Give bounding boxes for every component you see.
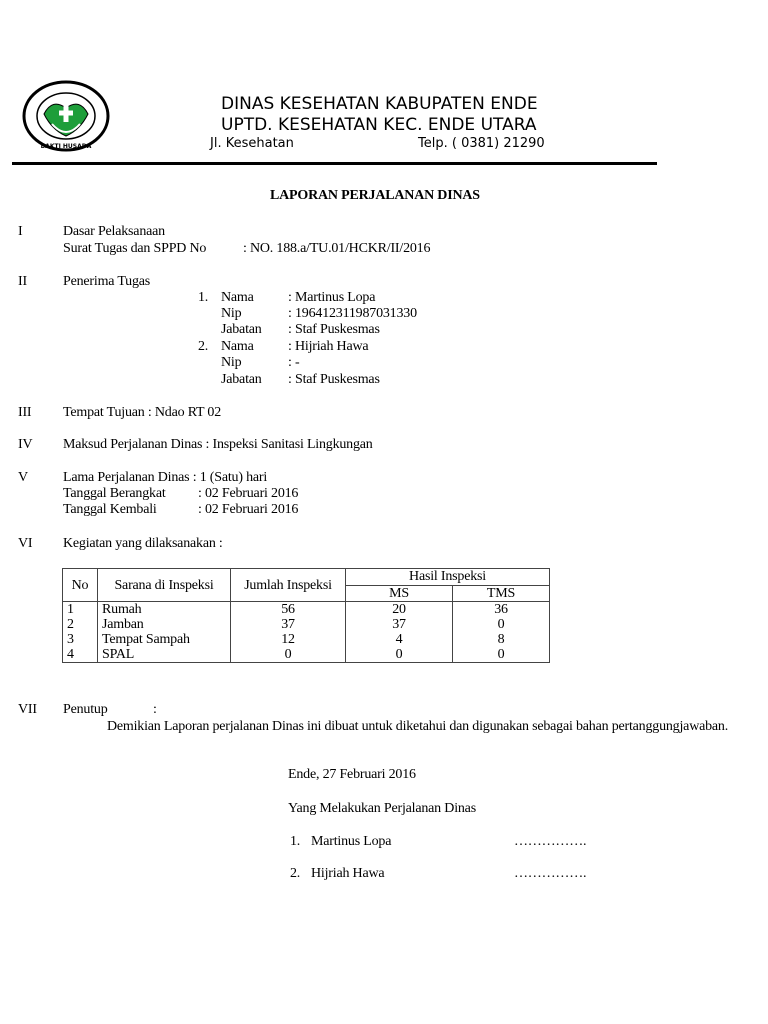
signer-2-name: Hijriah Hawa xyxy=(311,866,385,881)
activities-heading: Kegiatan yang dilaksanakan : xyxy=(63,536,223,551)
row-facility: SPAL xyxy=(98,647,231,663)
header-facility: Sarana di Inspeksi xyxy=(98,569,231,602)
closing-statement: Demikian Laporan perjalanan Dinas ini dibuat untuk diketahui dan digunakan sebagai bahan pertanggungjawaban. xyxy=(107,719,729,734)
row-tms: 8 xyxy=(453,632,550,647)
header-tms: TMS xyxy=(453,585,550,602)
row-count: 56 xyxy=(231,602,346,618)
header-result: Hasil Inspeksi xyxy=(346,569,550,586)
header-count: Jumlah Inspeksi xyxy=(231,569,346,602)
person-1-nip-label: Nip xyxy=(221,306,242,321)
person-1-position-label: Jabatan xyxy=(221,322,262,337)
agency-name: DINAS KESEHATAN KABUPATEN ENDE xyxy=(221,94,538,114)
person-1-name-label: Nama xyxy=(221,290,254,305)
section-number-7: VII xyxy=(18,702,37,717)
person-1-index: 1. xyxy=(198,290,209,305)
row-no: 1 xyxy=(63,602,98,618)
signer-1-name: Martinus Lopa xyxy=(311,834,392,849)
person-2-name: : Hijriah Hawa xyxy=(288,339,369,354)
row-facility: Tempat Sampah xyxy=(98,632,231,647)
row-ms: 4 xyxy=(346,632,453,647)
header-ms: MS xyxy=(346,585,453,602)
destination: Tempat Tujuan : Ndao RT 02 xyxy=(63,405,222,420)
return-date: : 02 Februari 2016 xyxy=(198,502,299,517)
row-count: 37 xyxy=(231,617,346,632)
signature-heading: Yang Melakukan Perjalanan Dinas xyxy=(288,801,476,816)
table-row xyxy=(63,617,550,632)
inspection-table xyxy=(62,568,550,663)
section-number-4: IV xyxy=(18,437,33,452)
trip-purpose: Maksud Perjalanan Dinas : Inspeksi Sanitasi Lingkungan xyxy=(63,437,373,452)
trip-duration: Lama Perjalanan Dinas : 1 (Satu) hari xyxy=(63,470,268,485)
row-no: 3 xyxy=(63,632,98,647)
header-divider xyxy=(12,162,657,165)
person-2-position-label: Jabatan xyxy=(221,372,262,387)
row-ms: 37 xyxy=(346,617,453,632)
section-number-1: I xyxy=(18,224,23,239)
sppd-label: Surat Tugas dan SPPD No xyxy=(63,241,207,256)
sppd-number: : NO. 188.a/TU.01/HCKR/II/2016 xyxy=(243,241,431,256)
row-ms: 20 xyxy=(346,602,453,618)
section-number-2: II xyxy=(18,274,27,289)
row-tms: 36 xyxy=(453,602,550,618)
table-row xyxy=(63,632,550,647)
row-count: 12 xyxy=(231,632,346,647)
row-ms: 0 xyxy=(346,647,453,663)
table-row xyxy=(63,647,550,663)
closing-colon: : xyxy=(153,702,157,717)
row-no: 4 xyxy=(63,647,98,663)
signer-2-signature-line: ……………. xyxy=(514,866,587,881)
closing-label: Penutup xyxy=(63,702,108,717)
return-label: Tanggal Kembali xyxy=(63,502,157,517)
section-number-3: III xyxy=(18,405,32,420)
unit-name: UPTD. KESEHATAN KEC. ENDE UTARA xyxy=(221,115,537,135)
address: Jl. Kesehatan xyxy=(210,136,294,151)
logo-text: BAKTI HUSADA xyxy=(40,143,92,150)
person-2-nip: : - xyxy=(288,355,300,370)
bakti-husada-logo xyxy=(22,80,110,152)
table-row xyxy=(63,602,550,618)
section-heading-2: Penerima Tugas xyxy=(63,274,151,289)
person-1-name: : Martinus Lopa xyxy=(288,290,376,305)
header-no: No xyxy=(63,569,98,602)
row-facility: Jamban xyxy=(98,617,231,632)
phone: Telp. ( 0381) 21290 xyxy=(418,136,545,151)
person-2-position: : Staf Puskesmas xyxy=(288,372,380,387)
person-1-nip: : 196412311987031330 xyxy=(288,306,417,321)
row-tms: 0 xyxy=(453,647,550,663)
row-tms: 0 xyxy=(453,617,550,632)
row-facility: Rumah xyxy=(98,602,231,618)
person-2-nip-label: Nip xyxy=(221,355,242,370)
person-1-position: : Staf Puskesmas xyxy=(288,322,380,337)
signer-1-signature-line: ……………. xyxy=(514,834,587,849)
row-count: 0 xyxy=(231,647,346,663)
section-number-5: V xyxy=(18,470,28,485)
document-title: LAPORAN PERJALANAN DINAS xyxy=(270,188,480,203)
person-2-index: 2. xyxy=(198,339,209,354)
signer-2-index: 2. xyxy=(290,866,301,881)
section-number-6: VI xyxy=(18,536,33,551)
signer-1-index: 1. xyxy=(290,834,301,849)
place-date: Ende, 27 Februari 2016 xyxy=(288,767,416,782)
departure-label: Tanggal Berangkat xyxy=(63,486,166,501)
row-no: 2 xyxy=(63,617,98,632)
section-heading-1: Dasar Pelaksanaan xyxy=(63,224,165,239)
person-2-name-label: Nama xyxy=(221,339,254,354)
departure-date: : 02 Februari 2016 xyxy=(198,486,299,501)
